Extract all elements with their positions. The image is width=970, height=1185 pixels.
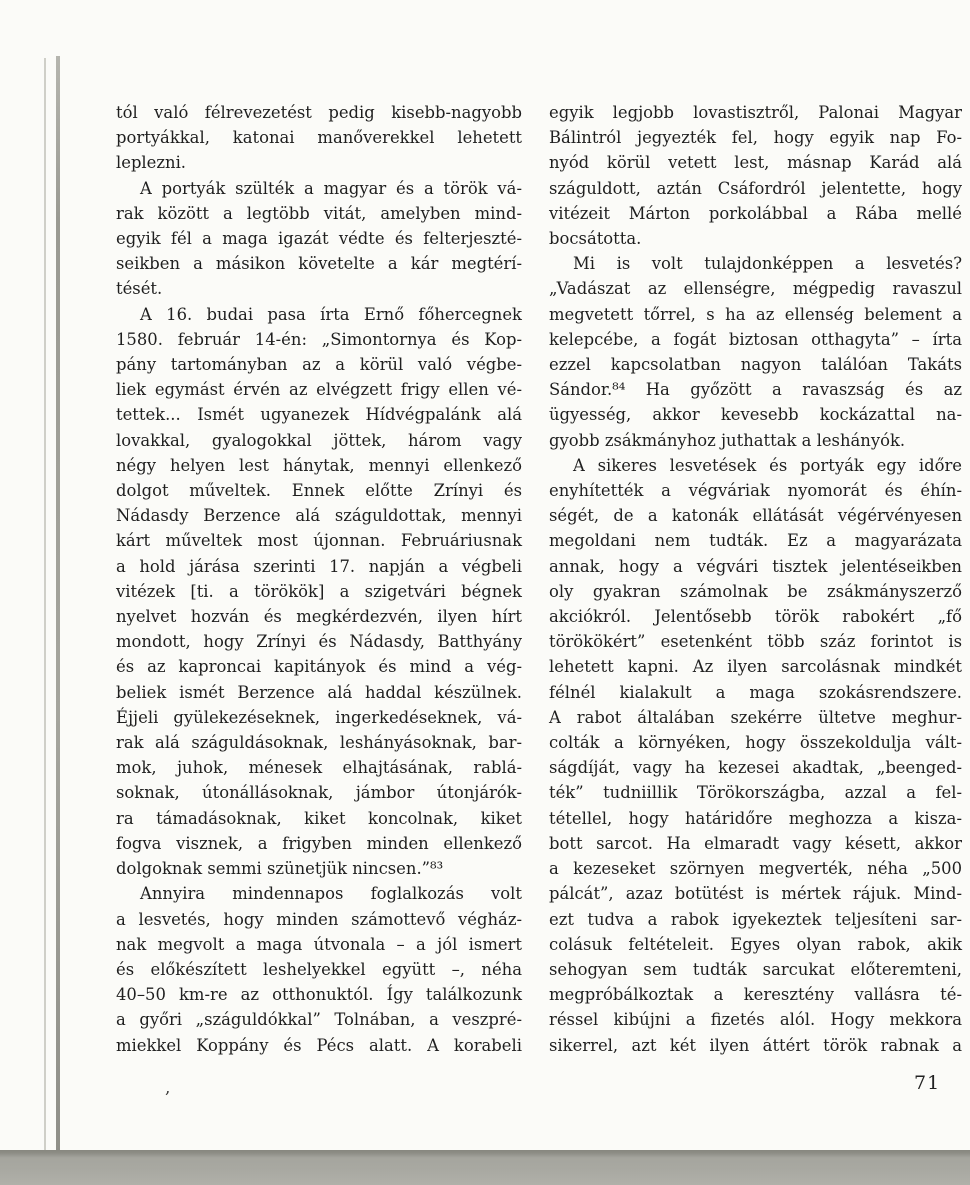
text-line: megoldani nem tudták. Ez a magyarázata xyxy=(549,531,962,551)
text-line: tól való félrevezetést pedig kisebb-nagyobb xyxy=(116,103,522,122)
text-line: Sándor.⁸⁴ Ha győzött a ravaszság és az xyxy=(549,380,962,400)
text-line: A 16. budai pasa írta Ernő főhercegnek xyxy=(140,304,522,324)
text-line: vitézeit Márton porkolábbal a Rába mellé xyxy=(549,203,962,223)
paragraph xyxy=(116,881,522,1057)
text-line: ügyesség, akkor kevesebb kockázattal na- xyxy=(549,405,962,425)
text-line: fogva visznek, a frigyben minden ellenkező xyxy=(116,833,522,853)
text-line: a kezeseket szörnyen megverték, néha „500 xyxy=(549,859,962,879)
text-line: A portyák szülték a magyar és a török vá- xyxy=(140,178,522,198)
text-line: „Vadászat az ellenségre, mégpedig ravaszul xyxy=(549,279,962,299)
text-line: tését. xyxy=(116,279,163,299)
text-line: egyik fél a maga igazát védte és felterjeszté- xyxy=(116,229,522,249)
text-line: lehetett kapni. Az ilyen sarcolásnak mindkét xyxy=(549,657,962,677)
text-line: ték” tudniillik Törökországba, azzal a fel- xyxy=(549,783,962,803)
text-column-left xyxy=(116,100,522,1058)
text-line: megpróbálkoztak a keresztény vallásra té- xyxy=(549,985,962,1005)
text-line: bocsátotta. xyxy=(549,229,642,249)
text-line: beliek ismét Berzence alá haddal készülnek. xyxy=(116,682,522,702)
text-line: gyobb zsákmányhoz juthattak a leshányók. xyxy=(549,430,906,450)
text-line: ségét, de a katonák ellátását végérvényesen xyxy=(549,506,962,526)
text-line: vitézek [ti. a törökök] a szigetvári bégnek xyxy=(116,581,522,601)
book-gutter-line-light xyxy=(44,58,46,1152)
text-line: rak alá száguldásoknak, leshányásoknak, bar- xyxy=(116,733,522,753)
text-line: rak között a legtöbb vitát, amelyben mind- xyxy=(116,203,522,223)
text-line: oly gyakran számolnak be zsákmányszerző xyxy=(549,581,962,601)
text-line: ezzel kapcsolatban nagyon találóan Takáts xyxy=(549,355,962,375)
paragraph xyxy=(116,302,522,882)
text-line: sehogyan sem tudták sarcukat előteremteni, xyxy=(549,959,962,979)
text-line: megvetett tőrrel, s ha az ellenség belement a xyxy=(549,304,962,324)
paragraph xyxy=(116,176,522,302)
stray-ink-mark: , xyxy=(165,1078,171,1098)
text-line: száguldott, aztán Csáfordról jelentette, hogy xyxy=(549,178,962,198)
text-line: egyik legjobb lovastisztről, Palonai Magyar xyxy=(549,103,962,122)
text-line: annak, hogy a végvári tisztek jelentéseikben xyxy=(549,556,962,576)
text-line: 40–50 km-re az otthonuktól. Így találkozunk xyxy=(116,985,522,1005)
paragraph xyxy=(549,251,962,453)
text-column-right xyxy=(549,100,962,1058)
text-line: ezt tudva a rabok igyekeztek teljesíteni sar- xyxy=(549,909,962,929)
text-line: soknak, útonállásoknak, jámbor útonjárók- xyxy=(116,783,522,803)
text-line: mok, juhok, ménesek elhajtásának, rablá- xyxy=(116,758,522,778)
text-line: pálcát”, azaz botütést is mértek rájuk. Mind- xyxy=(549,884,962,904)
text-line: Nádasdy Berzence alá száguldottak, mennyi xyxy=(116,506,522,526)
text-line: a győri „száguldókkal” Tolnában, a veszpré- xyxy=(116,1010,522,1030)
text-line: a hold járása szerinti 17. napján a végbeli xyxy=(116,556,522,576)
text-line: pány tartományban az a körül való végbe- xyxy=(116,355,522,375)
text-line: portyákkal, katonai manőverekkel lehetett xyxy=(116,128,522,148)
text-line: dolgot műveltek. Ennek előtte Zrínyi és xyxy=(116,481,522,501)
text-line: réssel kibújni a fizetés alól. Hogy mekkora xyxy=(549,1010,962,1030)
text-line: colásuk feltételeit. Egyes olyan rabok, akik xyxy=(549,934,962,954)
text-line: A sikeres lesvetések és portyák egy időre xyxy=(573,455,962,475)
text-line: nyelvet hozván és megkérdezvén, ilyen hírt xyxy=(116,607,522,627)
text-line: nyód körül vetett lest, másnap Karád alá xyxy=(549,153,962,173)
text-line: és az kaproncai kapitányok és mind a vég- xyxy=(116,657,522,677)
text-line: dolgoknak semmi szünetjük nincsen.”⁸³ xyxy=(116,859,444,879)
book-page-edge-band xyxy=(0,1150,970,1185)
text-line: tétellel, hogy határidőre meghozza a kisza- xyxy=(549,808,962,828)
text-line: liek egymást érvén az elvégzett frigy ellen vé- xyxy=(116,380,522,400)
paragraph xyxy=(549,453,962,1058)
paragraph xyxy=(116,100,522,176)
text-line: lovakkal, gyalogokkal jöttek, három vagy xyxy=(116,430,522,450)
text-line: tettek... Ismét ugyanezek Hídvégpalánk alá xyxy=(116,405,522,425)
text-line: ra támadásoknak, kiket koncolnak, kiket xyxy=(116,808,522,828)
text-line: A rabot általában szekérre ültetve meghur- xyxy=(549,707,962,727)
text-line: Mi is volt tulajdonképpen a lesvetés? xyxy=(573,254,962,274)
text-line: seikben a másikon követelte a kár megtérí- xyxy=(116,254,522,274)
text-line: félnél kialakult a maga szokásrendszere. xyxy=(549,682,962,702)
paragraph xyxy=(549,100,962,251)
text-line: nak megvolt a maga útvonala – a jól ismert xyxy=(116,934,522,954)
text-line: miekkel Koppány és Pécs alatt. A korabeli xyxy=(116,1035,522,1055)
text-line: Annyira mindennapos foglalkozás volt xyxy=(140,884,522,904)
text-line: sikerrel, azt két ilyen áttért török rabnak a xyxy=(549,1035,962,1055)
text-line: Éjjeli gyülekezéseknek, ingerkedéseknek, vá- xyxy=(116,707,522,727)
book-gutter-line-dark xyxy=(56,56,60,1154)
text-line: négy helyen lest hánytak, mennyi ellenkező xyxy=(116,455,522,475)
text-line: akciókról. Jelentősebb török rabokért „fő xyxy=(549,607,962,627)
text-line: ságdíját, vagy ha kezesei akadtak, „beenged- xyxy=(549,758,962,778)
text-line: enyhítették a végváriak nyomorát és éhín- xyxy=(549,481,962,501)
text-line: 1580. február 14-én: „Simontornya és Kop- xyxy=(116,329,522,349)
text-line: bott sarcot. Ha elmaradt vagy késett, akkor xyxy=(549,833,962,853)
page-number: 71 xyxy=(914,1072,941,1094)
text-line: a lesvetés, hogy minden számottevő végház- xyxy=(116,909,522,929)
text-line: kárt műveltek most újonnan. Februáriusnak xyxy=(116,531,522,551)
text-line: leplezni. xyxy=(116,153,187,173)
text-line: kelepcébe, a fogát biztosan otthagyta” – írta xyxy=(549,329,962,349)
text-line: colták a környéken, hogy összekoldulja vált- xyxy=(549,733,962,753)
text-line: Bálintról jegyezték fel, hogy egyik nap Fo- xyxy=(549,128,962,148)
text-line: törökökért” esetenként több száz forintot is xyxy=(549,632,962,652)
text-line: és előkészített leshelyekkel együtt –, néha xyxy=(116,959,522,979)
text-line: mondott, hogy Zrínyi és Nádasdy, Batthyány xyxy=(116,632,522,652)
